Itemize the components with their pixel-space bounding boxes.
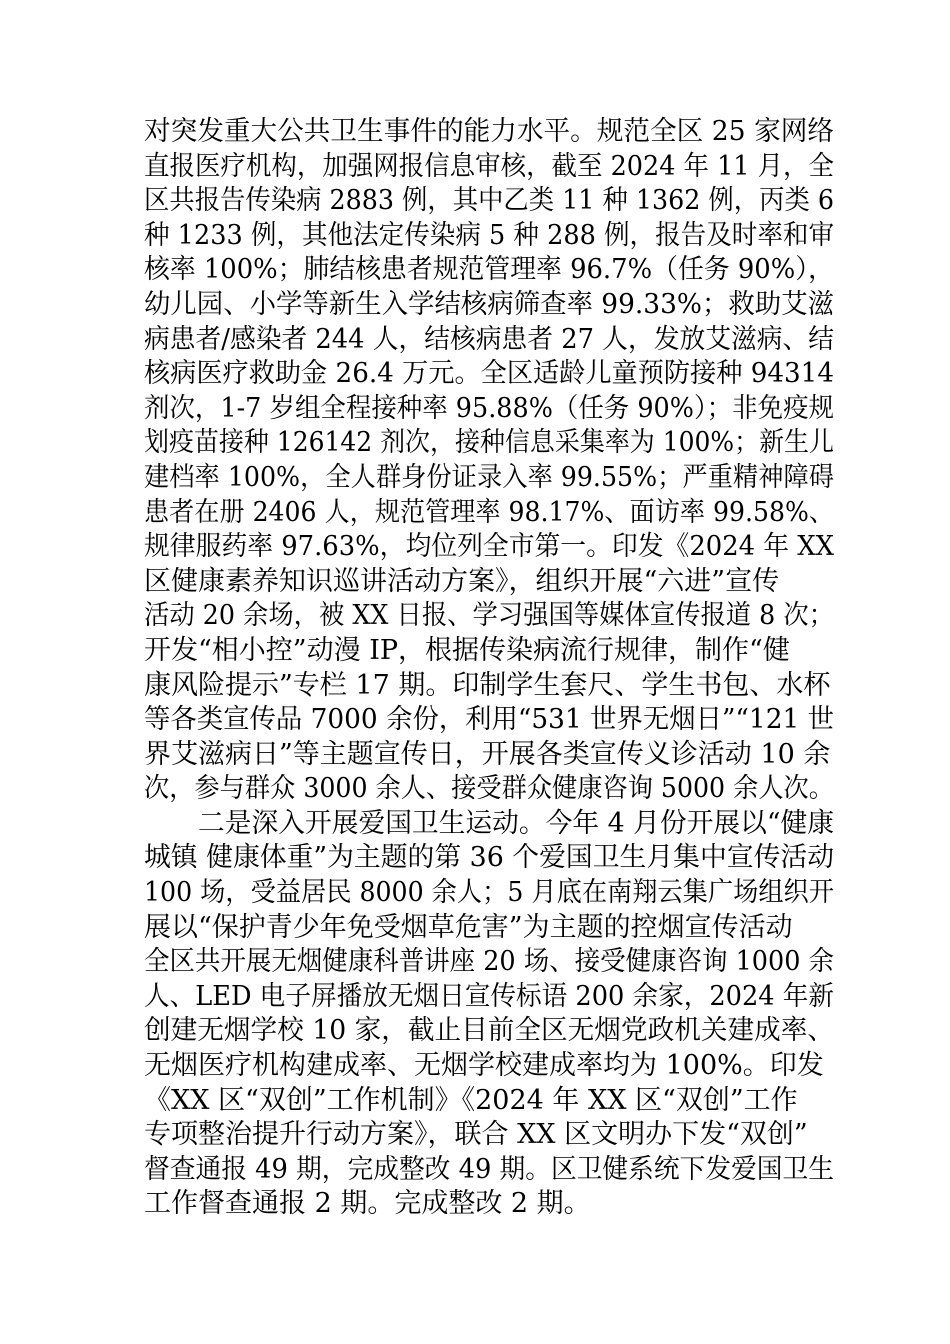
- text-line: 区共报告传染病 2883 例，其中乙类 11 种 1362 例，丙类 6: [144, 185, 834, 217]
- text-line: 专项整治提升行动方案》，联合 XX 区文明办下发“双创”: [144, 1119, 808, 1151]
- text-line: 工作督查通报 2 期。完成整改 2 期。: [144, 1188, 591, 1220]
- text-line: 康风险提示”专栏 17 期。印制学生套尺、学生书包、水杯: [144, 669, 831, 701]
- paragraph-1: [144, 115, 834, 807]
- text-line: 督查通报 49 期，完成整改 49 期。区卫健系统下发爱国卫生: [144, 1153, 834, 1185]
- document-body: [144, 115, 834, 1222]
- text-line: 剂次，1-7 岁组全程接种率 95.88%（任务 90%）；非免疫规: [144, 392, 834, 424]
- text-line: 创建无烟学校 10 家，截止目前全区无烟党政机关建成率、: [144, 1015, 834, 1047]
- text-line: 种 1233 例，其他法定传染病 5 种 288 例，报告及时率和审: [144, 219, 834, 251]
- text-line: 开发“相小控”动漫 IP，根据传染病流行规律，制作“健: [144, 634, 790, 666]
- text-line: 100 场，受益居民 8000 余人；5 月底在南翔云集广场组织开: [144, 877, 834, 909]
- text-line: 展以“保护青少年免受烟草危害”为主题的控烟宣传活动: [144, 911, 793, 943]
- text-line: 无烟医疗机构建成率、无烟学校建成率均为 100%。印发: [144, 1050, 824, 1082]
- text-line: 对突发重大公共卫生事件的能力水平。规范全区 25 家网络: [144, 116, 834, 147]
- text-line: 城镇 健康体重”为主题的第 36 个爱国卫生月集中宣传活动: [144, 842, 834, 874]
- paragraph-2: [144, 807, 834, 1222]
- text-line: 划疫苗接种 126142 剂次，接种信息采集率为 100%；新生儿: [144, 427, 834, 459]
- text-line: 病患者/感染者 244 人，结核病患者 27 人，发放艾滋病、结: [144, 323, 834, 355]
- text-line: 幼儿园、小学等新生入学结核病筛查率 99.33%；救助艾滋: [144, 288, 834, 320]
- text-line: 次，参与群众 3000 余人、接受群众健康咨询 5000 余人次。: [144, 773, 834, 805]
- text-line: 核病医疗救助金 26.4 万元。全区适龄儿童预防接种 94314: [144, 358, 834, 390]
- text-line: 等各类宣传品 7000 余份，利用“531 世界无烟日”“121 世: [144, 704, 834, 736]
- text-line: 《XX 区“双创”工作机制》《2024 年 XX 区“双创”工作: [144, 1084, 798, 1116]
- text-line: 界艾滋病日”等主题宣传日，开展各类宣传义诊活动 10 余: [144, 738, 831, 770]
- text-line: 建档率 100%，全人群身份证录入率 99.55%；严重精神障碍: [144, 461, 834, 493]
- text-line: 核率 100%；肺结核患者规范管理率 96.7%（任务 90%），: [144, 254, 834, 286]
- text-line: 规律服药率 97.63%，均位列全市第一。印发《2024 年 XX: [144, 531, 834, 563]
- text-line: 活动 20 余场，被 XX 日报、学习强国等媒体宣传报道 8 次；: [144, 600, 834, 632]
- text-line: 二是深入开展爱国卫生运动。今年 4 月份开展以“健康: [198, 807, 834, 839]
- text-line: 患者在册 2406 人，规范管理率 98.17%、面访率 99.58%、: [144, 496, 834, 528]
- text-line: 直报医疗机构，加强网报信息审核，截至 2024 年 11 月，全: [144, 150, 834, 182]
- text-line: 区健康素养知识巡讲活动方案》，组织开展“六进”宣传: [144, 565, 780, 597]
- text-line: 全区共开展无烟健康科普讲座 20 场、接受健康咨询 1000 余: [144, 946, 834, 978]
- text-line: 人、LED 电子屏播放无烟日宣传标语 200 余家，2024 年新: [144, 980, 834, 1012]
